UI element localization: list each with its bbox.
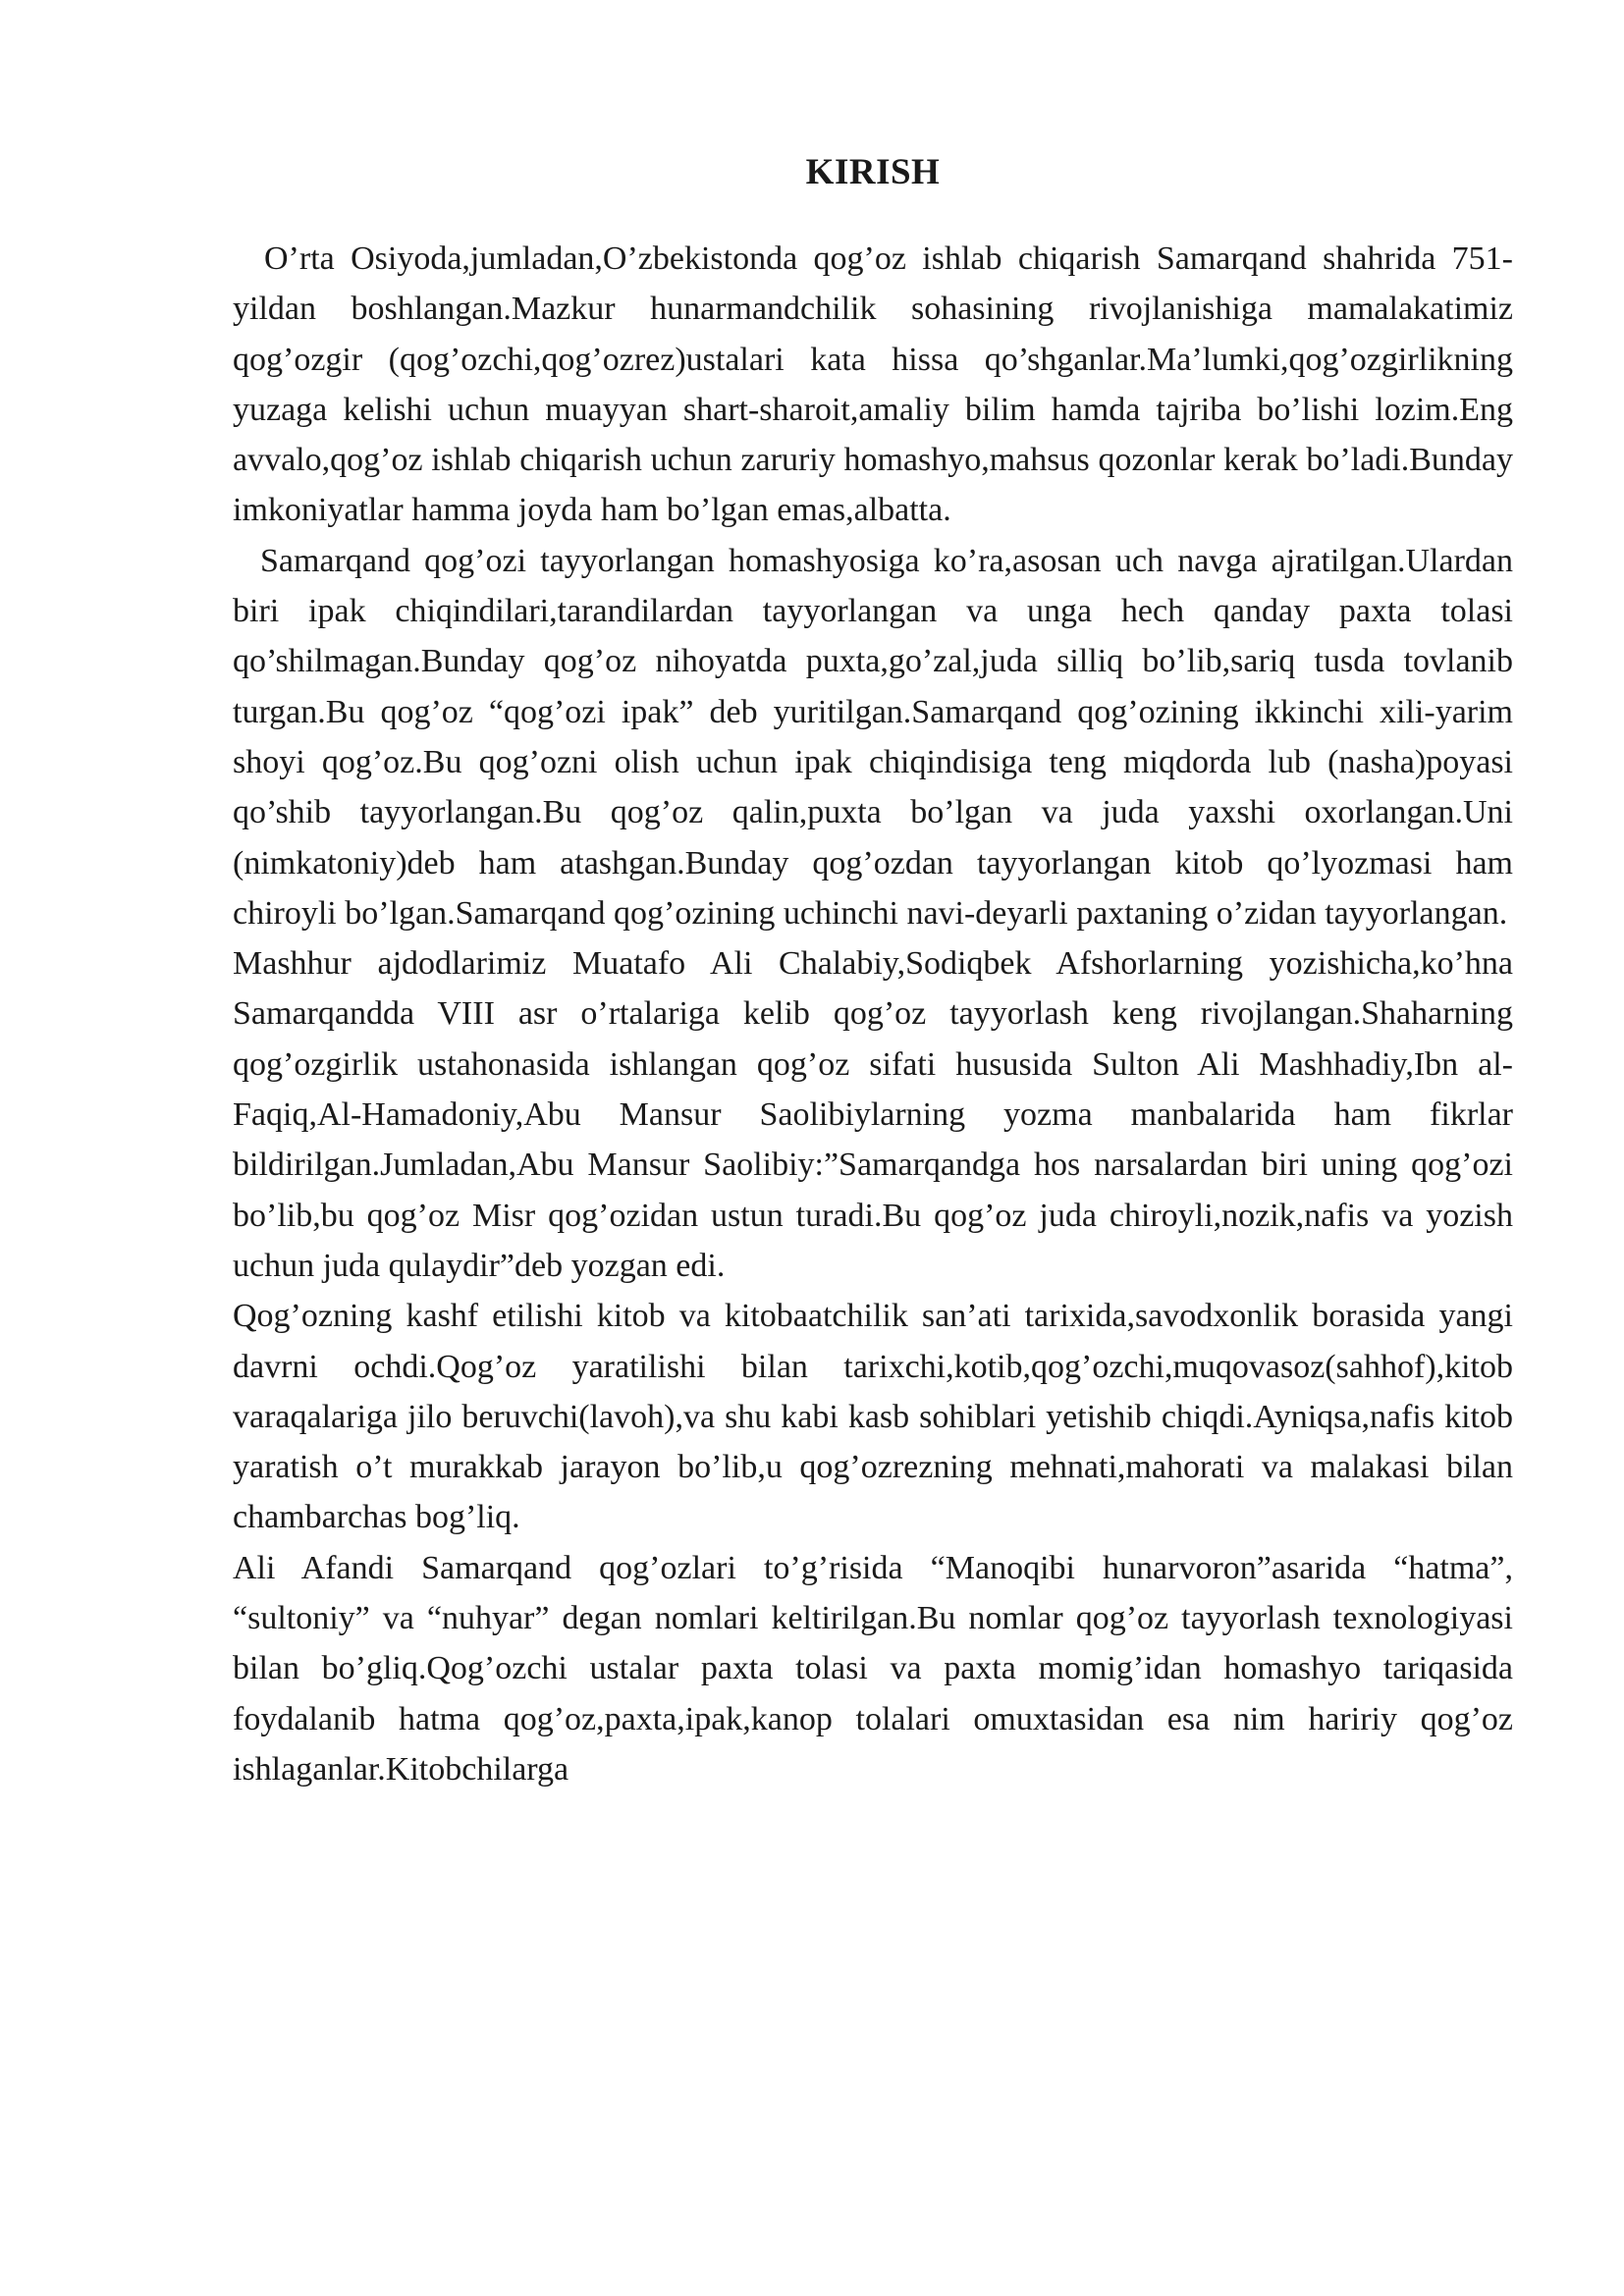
paragraph-3: Mashhur ajdodlarimiz Muatafo Ali Chalabiy,Sodiqbek Afshorlarning yozishicha,ko’hna Samarqandda VIII asr o’rtalariga kelib qog’oz tayyorlash keng rivojlangan.Shaharning qog’ozgirlik ustahonasida ishlangan qog’oz sifati hususida Sulton Ali Mashhadiy,Ibn al-Faqiq,Al-Hamadoniy,Abu Mansur Saolibiylarning yozma manbalarida ham fikrlar bildirilgan.Jumladan,Abu Mansur Saolibiy:”Samarqandga hos narsalardan biri uning qog’ozi bo’lib,bu qog’oz Misr qog’ozidan ustun turadi.Bu qog’oz juda chiroyli,nozik,nafis va yozish uchun juda qulaydir”deb yozgan edi. [233, 945, 1513, 1284]
paragraph-1: O’rta Osiyoda,jumladan,O’zbekistonda qog’oz ishlab chiqarish Samarqand shahrida 751-yildan boshlangan.Mazkur hunarmandchilik sohasining rivojlanishiga mamalakatimiz qog’ozgir (qog’ozchi,qog’ozrez)ustalari kata hissa qo’shganlar.Ma’lumki,qog’ozgirlikning yuzaga kelishi uchun muayyan shart-sharoit,amaliy bilim hamda tajriba bo’lishi lozim.Eng avvalo,qog’oz ishlab chiqarish uchun zaruriy homashyo,mahsus qozonlar kerak bo’ladi.Bunday imkoniyatlar hamma joyda ham bo’lgan emas,albatta. [233, 240, 1513, 529]
document-title: KIRISH [805, 152, 941, 192]
paragraph-5: Ali Afandi Samarqand qog’ozlari to’g’risida “Manoqibi hunarvoron”asarida “hatma”, “sultoniy” va “nuhyar” degan nomlari keltirilgan.Bu nomlar qog’oz tayyorlash texnologiyasi bilan bo’gliq.Qog’ozchi ustalar paxta tolasi va paxta momig’idan homashyo tariqasida foydalanib hatma qog’oz,paxta,ipak,kanop tolalari omuxtasidan esa nim haririy qog’oz ishlaganlar.Kitobchilarga [233, 1549, 1513, 1788]
paragraph-4: Qog’ozning kashf etilishi kitob va kitobaatchilik san’ati tarixida,savodxonlik borasida yangi davrni ochdi.Qog’oz yaratilishi bilan tarixchi,kotib,qog’ozchi,muqovasoz(sahhof),kitob varaqalariga jilo beruvchi(lavoh),va shu kabi kasb sohiblari yetishib chiqdi.Ayniqsa,nafis kitob yaratish o’t murakkab jarayon bo’lib,u qog’ozrezning mehnati,mahorati va malakasi bilan chambarchas bog’liq. [233, 1298, 1513, 1536]
paragraph-2: Samarqand qog’ozi tayyorlangan homashyosiga ko’ra,asosan uch navga ajratilgan.Ulardan biri ipak chiqindilari,tarandilardan tayyorlangan va unga hech qanday paxta tolasi qo’shilmagan.Bunday qog’oz nihoyatda puxta,go’zal,juda silliq bo’lib,sariq tusda tovlanib turgan.Bu qog’oz “qog’ozi ipak” deb yuritilgan.Samarqand qog’ozining ikkinchi xili-yarim shoyi qog’oz.Bu qog’ozni olish uchun ipak chiqindisiga teng miqdorda lub (nasha)poyasi qo’shib tayyorlangan.Bu qog’oz qalin,puxta bo’lgan va juda yaxshi oxorlangan.Uni (nimkatoniy)deb ham atashgan.Bunday qog’ozdan tayyorlangan kitob qo’lyozmasi ham chiroyli bo’lgan.Samarqand qog’ozining uchinchi navi-deyarli paxtaning o’zidan tayyorlangan. [233, 542, 1513, 932]
document-page [233, 147, 1513, 1794]
